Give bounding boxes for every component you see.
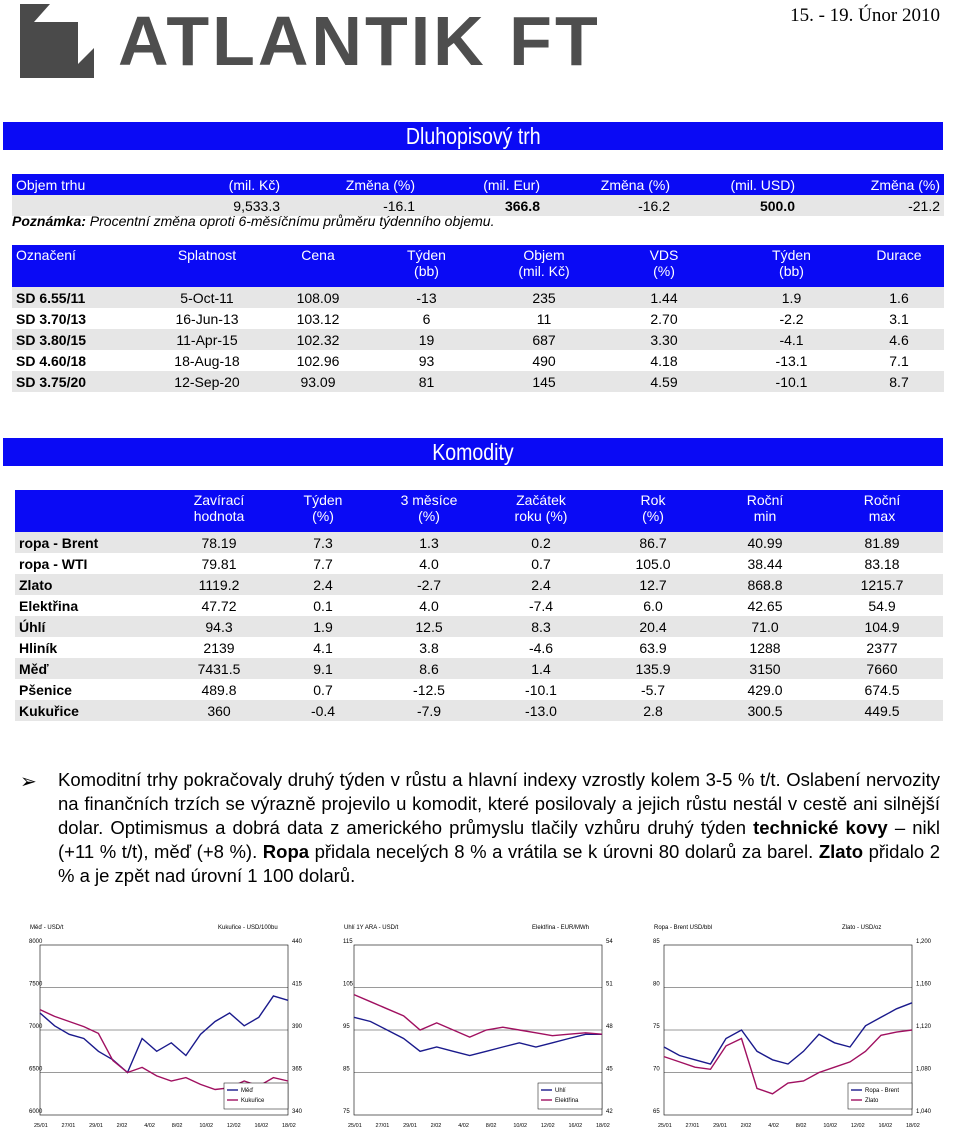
commodity-cell: 4.0 bbox=[419, 555, 439, 572]
commodity-name-cell: Úhlí bbox=[19, 618, 46, 635]
bond-col-header: Týden (bb) bbox=[407, 247, 446, 279]
chart-right-tick: 1,200 bbox=[916, 939, 932, 945]
chart-x-tick: 12/02 bbox=[540, 1123, 555, 1129]
commodity-cell: 2139 bbox=[203, 639, 235, 656]
commodity-cell: 449.5 bbox=[864, 702, 900, 719]
commodity-cell: 1215.7 bbox=[860, 576, 904, 593]
bond-note-text: Procentní změna oproti 6-měsíčnímu průměru týdenního objemu. bbox=[85, 213, 495, 229]
bond-col-header: Cena bbox=[301, 247, 335, 263]
chart-x-tick: 8/02 bbox=[171, 1123, 183, 1129]
chart-x-tick: 8/02 bbox=[485, 1123, 497, 1129]
bond-row bbox=[12, 350, 944, 371]
chart-x-tick: 27/01 bbox=[375, 1123, 390, 1129]
commodity-col-header: Zavírací hodnota bbox=[193, 492, 245, 524]
commodity-cell: 9.1 bbox=[313, 660, 333, 677]
commodity-name-cell: Zlato bbox=[19, 576, 53, 593]
chart-x-tick: 25/01 bbox=[658, 1123, 672, 1129]
chart-right-tick: 1,120 bbox=[916, 1024, 932, 1030]
bond-cell: -4.1 bbox=[779, 331, 804, 348]
report-date: 15. - 19. Únor 2010 bbox=[790, 5, 940, 26]
chart-right-tick: 390 bbox=[292, 1024, 303, 1030]
volume-header-row bbox=[12, 174, 944, 195]
commentary-text: Komoditní trhy pokračovaly druhý týden v růstu a hlavní indexy vzrostly kolem 3-5 % t/t. Oslabení nervozity na finančních trzích se výrazně projevilo u komodit, které posilovaly a jejich růstu nestál v cestě ani silnější dolar. Optimismus a dobrá data z amerického průmyslu tlačily vzhůru druhý týden technické kovy – nikl (+11 % t/t), měď (+8 %). Ropa přidala necelých 8 % a vrátila se k úrovni 80 dolarů za barel. Zlato přidalo 2 % a je zpět nad úrovní 1 100 dolarů. bbox=[58, 769, 940, 886]
bond-cell: 12-Sep-20 bbox=[174, 373, 240, 390]
commodity-cell: 105.0 bbox=[635, 555, 671, 572]
bond-cell: 6 bbox=[422, 310, 431, 327]
bond-col-header: Označení bbox=[16, 247, 76, 263]
commodity-cell: 20.4 bbox=[639, 618, 667, 635]
commodity-table bbox=[15, 490, 943, 721]
chart-x-tick: 16/02 bbox=[878, 1123, 893, 1129]
commodity-cell: 0.7 bbox=[313, 681, 333, 698]
commodity-chart bbox=[28, 915, 318, 1135]
bond-cell: 5-Oct-11 bbox=[180, 289, 234, 306]
commodity-name-cell: Hliník bbox=[19, 639, 58, 656]
chart-x-tick: 4/02 bbox=[768, 1123, 779, 1129]
bond-name-cell: SD 4.60/18 bbox=[16, 352, 87, 369]
bond-cell: 16-Jun-13 bbox=[175, 310, 239, 327]
bond-col-header: VDS (%) bbox=[649, 247, 679, 279]
chart-legend-label: Uhlí bbox=[555, 1088, 566, 1094]
commodity-cell: 1.4 bbox=[531, 660, 551, 677]
chart-right-title: Zlato - USD/oz bbox=[842, 925, 882, 931]
bond-row bbox=[12, 308, 944, 329]
commodity-cell: 0.7 bbox=[531, 555, 551, 572]
chart-x-tick: 10/02 bbox=[823, 1123, 838, 1129]
commodity-cell: 78.19 bbox=[201, 534, 237, 551]
bond-row bbox=[12, 287, 944, 308]
bond-cell: 145 bbox=[532, 373, 556, 390]
bond-cell: 235 bbox=[532, 289, 556, 306]
commodity-cell: 429.0 bbox=[747, 681, 783, 698]
volume-header: Změna (%) bbox=[600, 176, 670, 193]
chart-legend bbox=[538, 1083, 602, 1109]
chart-left-tick: 7500 bbox=[29, 981, 43, 988]
commodity-col-header: Roční min bbox=[746, 492, 784, 524]
chart-x-tick: 29/01 bbox=[89, 1123, 103, 1129]
commentary bbox=[20, 768, 940, 888]
bullet-arrow-icon: ➢ bbox=[20, 771, 37, 793]
commodity-cell: -7.4 bbox=[528, 597, 554, 614]
bond-cell: 93 bbox=[418, 352, 435, 369]
bond-cell: 3.1 bbox=[889, 310, 909, 327]
commodity-cell: 868.8 bbox=[747, 576, 783, 593]
chart-left-title: Uhlí 1Y ARA - USD/t bbox=[344, 925, 399, 931]
chart-left-tick: 75 bbox=[653, 1024, 660, 1030]
bond-cell: 2.70 bbox=[650, 310, 678, 327]
chart-x-tick: 25/01 bbox=[348, 1123, 362, 1129]
commodity-name-cell: ropa - Brent bbox=[19, 534, 99, 551]
commodity-cell: 94.3 bbox=[205, 618, 233, 635]
bond-row bbox=[12, 329, 944, 350]
chart-x-tick: 18/02 bbox=[282, 1123, 296, 1129]
commodity-col-header: Rok (%) bbox=[640, 492, 666, 524]
bond-cell: -2.2 bbox=[779, 310, 804, 327]
commodity-row bbox=[15, 532, 943, 553]
commodity-cell: 4.0 bbox=[419, 597, 439, 614]
bond-cell: 7.1 bbox=[889, 352, 909, 369]
bond-cell: -13 bbox=[416, 289, 437, 306]
commodity-row bbox=[15, 574, 943, 595]
volume-value: -16.2 bbox=[638, 197, 670, 214]
commodity-cell: -12.5 bbox=[413, 681, 445, 698]
commodity-name-cell: Měď bbox=[19, 660, 49, 677]
bond-cell: 3.30 bbox=[650, 331, 678, 348]
volume-value: -16.1 bbox=[383, 197, 415, 214]
bond-cell: 4.18 bbox=[650, 352, 678, 369]
chart-x-tick: 4/02 bbox=[144, 1123, 155, 1129]
commodity-cell: 2.4 bbox=[313, 576, 333, 593]
commodity-cell: 7.7 bbox=[313, 555, 333, 572]
commodity-header-row bbox=[15, 490, 943, 532]
bond-section-title-bar bbox=[3, 122, 943, 150]
chart-right-tick: 42 bbox=[606, 1109, 613, 1115]
volume-header: (mil. USD) bbox=[730, 176, 795, 193]
chart-legend-label: Měď bbox=[241, 1088, 254, 1094]
commodity-cell: -0.4 bbox=[310, 702, 336, 719]
commodity-cell: 674.5 bbox=[864, 681, 900, 698]
chart-left-tick: 85 bbox=[343, 1066, 350, 1073]
chart-right-tick: 54 bbox=[606, 939, 613, 945]
commodity-cell: -4.6 bbox=[528, 639, 554, 656]
commodity-row bbox=[15, 595, 943, 616]
commodity-cell: 4.1 bbox=[313, 639, 333, 656]
commodity-chart bbox=[342, 915, 632, 1135]
commodity-section-title: Komodity bbox=[432, 439, 514, 465]
commodity-cell: 42.65 bbox=[747, 597, 783, 614]
commodity-cell: 2377 bbox=[866, 639, 898, 656]
bond-cell: 4.59 bbox=[650, 373, 678, 390]
chart-x-tick: 27/01 bbox=[61, 1123, 76, 1129]
chart-x-tick: 2/02 bbox=[740, 1123, 752, 1129]
bond-header-row bbox=[12, 245, 944, 287]
bond-cell: 81 bbox=[418, 373, 435, 390]
chart-left-tick: 80 bbox=[653, 981, 660, 988]
chart-left-tick: 115 bbox=[343, 939, 353, 945]
chart-legend-label: Zlato bbox=[865, 1098, 879, 1104]
commodity-cell: -5.7 bbox=[640, 681, 666, 698]
bond-col-header: Durace bbox=[876, 247, 922, 263]
commodity-cell: 63.9 bbox=[639, 639, 667, 656]
chart-x-tick: 10/02 bbox=[199, 1123, 214, 1129]
chart-x-tick: 29/01 bbox=[403, 1123, 417, 1129]
commodity-cell: 79.81 bbox=[201, 555, 237, 572]
bond-name-cell: SD 6.55/11 bbox=[16, 289, 86, 306]
volume-header: Změna (%) bbox=[345, 176, 415, 193]
bond-row bbox=[12, 371, 944, 392]
chart-left-tick: 7000 bbox=[29, 1024, 43, 1030]
chart-left-tick: 6000 bbox=[29, 1109, 43, 1115]
chart-left-tick: 105 bbox=[343, 981, 354, 988]
commodity-name-cell: Kukuřice bbox=[19, 702, 79, 719]
chart-x-tick: 18/02 bbox=[596, 1123, 610, 1129]
chart-right-title: Elektřina - EUR/MWh bbox=[532, 925, 590, 931]
chart-right-tick: 48 bbox=[606, 1024, 613, 1030]
commodity-name-cell: Pšenice bbox=[19, 681, 72, 698]
commodity-cell: 3150 bbox=[749, 660, 781, 677]
chart-left-tick: 65 bbox=[653, 1109, 660, 1115]
bond-cell: 102.96 bbox=[296, 352, 340, 369]
commodity-cell: 1.9 bbox=[313, 618, 333, 635]
chart-x-tick: 2/02 bbox=[430, 1123, 442, 1129]
chart-legend-label: Kukuřice bbox=[241, 1098, 265, 1104]
chart-legend bbox=[848, 1083, 912, 1109]
commodity-cell: -13.0 bbox=[525, 702, 557, 719]
volume-value: 9,533.3 bbox=[233, 197, 280, 214]
volume-header: Objem trhu bbox=[16, 176, 86, 193]
volume-value: -21.2 bbox=[908, 197, 940, 214]
logo-mark bbox=[20, 4, 94, 78]
commodity-name-cell: Elektřina bbox=[19, 597, 79, 614]
chart-left-tick: 8000 bbox=[29, 939, 43, 945]
volume-value: 500.0 bbox=[759, 197, 795, 214]
bond-section-title: Dluhopisový trh bbox=[405, 123, 541, 149]
bond-cell: -10.1 bbox=[775, 373, 808, 390]
bond-cell: -13.1 bbox=[775, 352, 808, 369]
chart-right-title: Kukuřice - USD/100bu bbox=[218, 925, 278, 931]
commodity-cell: 360 bbox=[207, 702, 231, 719]
commodity-cell: 0.1 bbox=[313, 597, 333, 614]
commodity-row bbox=[15, 553, 943, 574]
chart-x-tick: 12/02 bbox=[850, 1123, 865, 1129]
commodity-cell: 7431.5 bbox=[197, 660, 241, 677]
commodity-row bbox=[15, 679, 943, 700]
commodity-cell: 8.3 bbox=[531, 618, 551, 635]
chart-right-tick: 51 bbox=[606, 981, 613, 988]
bond-name-cell: SD 3.80/15 bbox=[16, 331, 87, 348]
commodity-col-header: Roční max bbox=[863, 492, 901, 524]
chart-x-tick: 27/01 bbox=[685, 1123, 700, 1129]
bond-cell: 1.44 bbox=[650, 289, 678, 306]
commodity-cell: 12.5 bbox=[415, 618, 443, 635]
bond-name-cell: SD 3.70/13 bbox=[16, 310, 87, 327]
commodity-section-title-bar bbox=[3, 438, 943, 466]
chart-legend-label: Ropa - Brent bbox=[865, 1088, 900, 1094]
bond-col-header: Splatnost bbox=[177, 247, 237, 263]
chart-x-tick: 16/02 bbox=[254, 1123, 269, 1129]
chart-right-tick: 1,160 bbox=[916, 981, 932, 988]
commodity-cell: 81.89 bbox=[864, 534, 900, 551]
bond-cell: 11-Apr-15 bbox=[176, 331, 238, 348]
chart-left-title: Ropa - Brent USD/bbl bbox=[654, 925, 713, 931]
chart-x-tick: 8/02 bbox=[795, 1123, 807, 1129]
commodity-col-header: 3 měsíce (%) bbox=[400, 492, 458, 524]
commodity-col-header: Týden (%) bbox=[303, 492, 343, 524]
chart-x-tick: 12/02 bbox=[226, 1123, 241, 1129]
chart-right-tick: 45 bbox=[606, 1066, 613, 1073]
bond-cell: 93.09 bbox=[300, 373, 336, 390]
logo-text: ATLANTIK FT bbox=[118, 2, 601, 80]
commodity-cell: 2.8 bbox=[643, 702, 663, 719]
commodity-cell: 300.5 bbox=[747, 702, 783, 719]
chart-x-tick: 18/02 bbox=[906, 1123, 920, 1129]
commodity-cell: 7.3 bbox=[313, 534, 333, 551]
commodity-name-cell: ropa - WTI bbox=[19, 555, 88, 572]
chart-x-tick: 4/02 bbox=[458, 1123, 469, 1129]
bond-cell: 1.9 bbox=[781, 289, 802, 306]
logo-arrow-icon bbox=[20, 4, 94, 78]
chart-x-tick: 25/01 bbox=[34, 1123, 48, 1129]
commodity-col-header: Začátek roku (%) bbox=[514, 492, 568, 524]
chart-left-tick: 6500 bbox=[29, 1066, 43, 1073]
chart-left-tick: 95 bbox=[343, 1024, 350, 1030]
commodity-cell: 12.7 bbox=[639, 576, 667, 593]
commodity-cell: 135.9 bbox=[635, 660, 671, 677]
commodity-row bbox=[15, 616, 943, 637]
commodity-cell: 54.9 bbox=[868, 597, 896, 614]
volume-header: (mil. Eur) bbox=[483, 176, 540, 193]
commodity-row bbox=[15, 637, 943, 658]
bond-cell: 108.09 bbox=[296, 289, 340, 306]
chart-right-tick: 1,040 bbox=[916, 1109, 932, 1115]
chart-x-tick: 29/01 bbox=[713, 1123, 727, 1129]
chart-left-tick: 85 bbox=[653, 939, 660, 945]
commodity-cell: 8.6 bbox=[419, 660, 439, 677]
chart-x-tick: 10/02 bbox=[513, 1123, 528, 1129]
bond-cell: 687 bbox=[532, 331, 556, 348]
volume-header: (mil. Kč) bbox=[228, 176, 280, 193]
bond-cell: 8.7 bbox=[889, 373, 909, 390]
chart-legend-label: Elektřina bbox=[555, 1098, 579, 1104]
commodity-cell: -10.1 bbox=[525, 681, 557, 698]
chart-right-tick: 1,080 bbox=[916, 1066, 932, 1073]
bond-cell: 19 bbox=[418, 331, 435, 348]
commodity-cell: -2.7 bbox=[416, 576, 442, 593]
chart-x-tick: 16/02 bbox=[568, 1123, 583, 1129]
commodity-cell: 104.9 bbox=[864, 618, 900, 635]
chart-left-tick: 75 bbox=[343, 1109, 350, 1115]
commodity-rows bbox=[15, 532, 943, 721]
bond-cell: 103.12 bbox=[296, 310, 340, 327]
chart-left-title: Měď - USD/t bbox=[30, 925, 64, 931]
commodity-cell: 0.2 bbox=[531, 534, 551, 551]
commodity-cell: -7.9 bbox=[416, 702, 442, 719]
chart-right-tick: 440 bbox=[292, 939, 303, 945]
bond-issues-table bbox=[12, 245, 944, 392]
bond-col-header: Objem (mil. Kč) bbox=[518, 247, 570, 279]
bond-cell: 11 bbox=[536, 310, 552, 327]
chart-right-tick: 365 bbox=[292, 1066, 303, 1073]
bond-cell: 490 bbox=[532, 352, 556, 369]
chart-x-tick: 2/02 bbox=[116, 1123, 128, 1129]
bond-cell: 1.6 bbox=[889, 289, 909, 306]
chart-right-tick: 340 bbox=[292, 1109, 303, 1115]
bond-col-header: Týden (bb) bbox=[772, 247, 811, 279]
chart-legend bbox=[224, 1083, 288, 1109]
chart-right-tick: 415 bbox=[292, 981, 303, 988]
commodity-cell: 7660 bbox=[866, 660, 898, 677]
bond-note bbox=[12, 213, 494, 229]
bond-name-cell: SD 3.75/20 bbox=[16, 373, 87, 390]
commodity-row bbox=[15, 658, 943, 679]
commodity-cell: 83.18 bbox=[864, 555, 900, 572]
commodity-cell: 2.4 bbox=[531, 576, 551, 593]
bond-volume-table bbox=[12, 174, 944, 216]
commodity-chart bbox=[652, 915, 942, 1135]
bond-cell: 4.6 bbox=[889, 331, 909, 348]
commodity-row bbox=[15, 700, 943, 721]
commodity-cell: 489.8 bbox=[201, 681, 237, 698]
volume-value: 366.8 bbox=[504, 197, 540, 214]
bond-note-label: Poznámka: bbox=[12, 213, 86, 229]
chart-left-tick: 70 bbox=[653, 1066, 660, 1073]
bond-rows bbox=[12, 287, 944, 392]
commodity-cell: 1.3 bbox=[419, 534, 439, 551]
commodity-cell: 1119.2 bbox=[198, 576, 240, 593]
commodity-cell: 6.0 bbox=[643, 597, 663, 614]
commodity-cell: 71.0 bbox=[751, 618, 779, 635]
commodity-cell: 86.7 bbox=[639, 534, 667, 551]
commodity-cell: 1288 bbox=[749, 639, 781, 656]
bond-cell: 18-Aug-18 bbox=[174, 352, 240, 369]
commodity-cell: 3.8 bbox=[419, 639, 439, 656]
commodity-cell: 47.72 bbox=[201, 597, 237, 614]
bond-cell: 102.32 bbox=[296, 331, 340, 348]
commodity-cell: 40.99 bbox=[747, 534, 783, 551]
volume-header: Změna (%) bbox=[870, 176, 940, 193]
commodity-cell: 38.44 bbox=[747, 555, 783, 572]
